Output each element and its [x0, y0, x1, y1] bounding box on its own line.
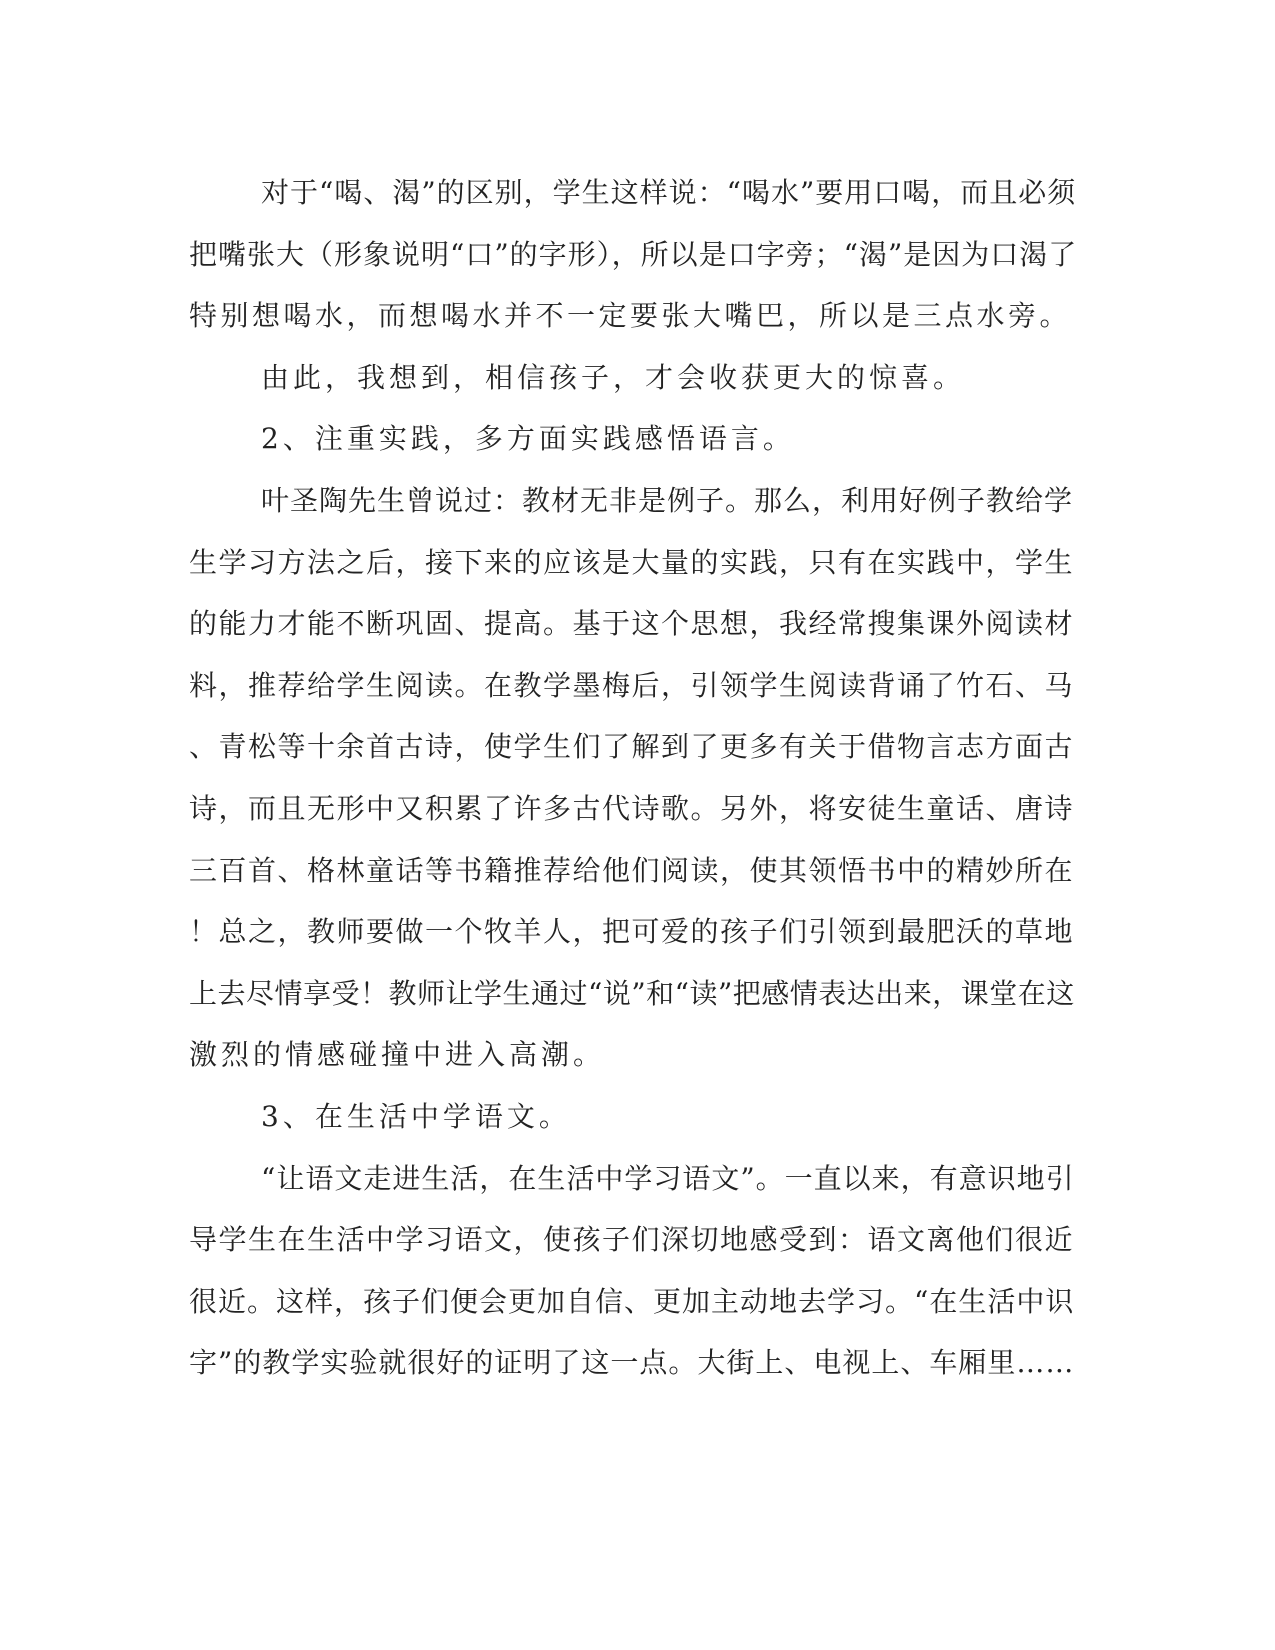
- paragraph-1: [189, 162, 1079, 347]
- text-line: 对于“喝、渴”的区别，学生这样说：“喝水”要用口喝，而且必须: [261, 176, 1077, 209]
- section-heading-3: [189, 1086, 1079, 1148]
- paragraph-4: [189, 1148, 1079, 1394]
- paragraph-3: [189, 470, 1079, 1086]
- document-body: [189, 162, 1079, 1394]
- section-heading-2: [189, 408, 1079, 470]
- paragraph-2: [189, 347, 1079, 409]
- text-line: 导学生在生活中学习语文，使孩子们深切地感受到：语文离他们很近: [189, 1223, 1075, 1257]
- text-line: 、青松等十余首古诗，使学生们了解到了更多有关于借物言志方面古: [189, 730, 1075, 764]
- text-line: 三百首、格林童话等书籍推荐给他们阅读，使其领悟书中的精妙所在: [189, 853, 1075, 887]
- text-line: 叶圣陶先生曾说过：教材无非是例子。那么，利用好例子教给学: [261, 483, 1074, 517]
- text-line: 3、在生活中学语文。: [261, 1099, 571, 1133]
- text-line: 上去尽情享受！教师让学生通过“说”和“读”把感情表达出来，课堂在这: [189, 976, 1075, 1010]
- text-line: 字”的教学实验就很好的证明了这一点。大街上、电视上、车厢里……: [189, 1346, 1075, 1380]
- text-line: 诗，而且无形中又积累了许多古代诗歌。另外，将安徒生童话、唐诗: [189, 791, 1075, 825]
- text-line: 激烈的情感碰撞中进入高潮。: [189, 1038, 606, 1072]
- text-line: 2、注重实践，多方面实践感悟语言。: [261, 422, 795, 456]
- text-line: 的能力才能不断巩固、提高。基于这个思想，我经常搜集课外阅读材: [189, 607, 1075, 641]
- text-line: 把嘴张大（形象说明“口”的字形），所以是口字旁；“渴”是因为口渴了: [189, 237, 1078, 271]
- text-line: 由此，我想到，相信孩子，才会收获更大的惊喜。: [261, 360, 966, 394]
- text-line: 料，推荐给学生阅读。在教学墨梅后，引领学生阅读背诵了竹石、马: [189, 668, 1075, 702]
- text-line: 很近。这样，孩子们便会更加自信、更加主动地去学习。“在生活中识: [189, 1284, 1075, 1318]
- text-line: ！总之，教师要做一个牧羊人，把可爱的孩子们引领到最肥沃的草地: [189, 915, 1075, 949]
- text-line: 生学习方法之后，接下来的应该是大量的实践，只有在实践中，学生: [189, 545, 1075, 579]
- text-line: 特别想喝水，而想喝水并不一定要张大嘴巴，所以是三点水旁。: [189, 299, 1072, 333]
- text-line: “让语文走进生活，在生活中学习语文”。一直以来，有意识地引: [261, 1161, 1075, 1195]
